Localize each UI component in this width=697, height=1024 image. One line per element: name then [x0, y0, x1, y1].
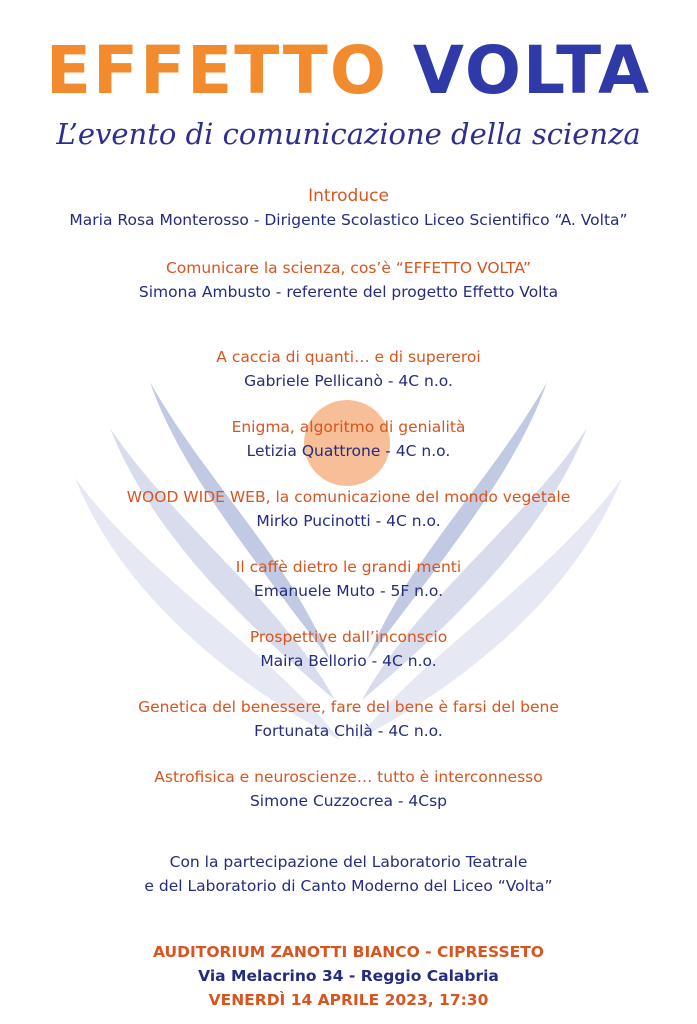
participation-line-1: Con la partecipazione del Laboratorio Teatrale — [169, 853, 528, 871]
venue-name: AUDITORIUM ZANOTTI BIANCO - CIPRESSETO — [153, 943, 544, 961]
event-logo — [0, 32, 697, 109]
talk-title: Il caffè dietro le grandi menti — [235, 558, 462, 576]
venue-address: Via Melacrino 34 - Reggio Calabria — [198, 967, 499, 985]
talk-speaker: Fortunata Chilà - 4C n.o. — [254, 722, 443, 740]
talk-title: A caccia di quanti… e di supereroi — [216, 348, 481, 366]
talk-title: Prospettive dall’inconscio — [249, 628, 448, 646]
talk-title: Astrofisica e neuroscienze… tutto è interconnesso — [154, 768, 543, 786]
talk-speaker: Simone Cuzzocrea - 4Csp — [249, 792, 448, 810]
project-speaker: Simona Ambusto - referente del progetto Effetto Volta — [138, 283, 559, 301]
talk-speaker: Maira Bellorio - 4C n.o. — [260, 652, 437, 670]
talk-title: Enigma, algoritmo di genialità — [231, 418, 466, 436]
event-datetime: VENERDÌ 14 APRILE 2023, 17:30 — [208, 991, 489, 1009]
logo-word-volta: VOLTA — [412, 32, 652, 109]
tagline: L’evento di comunicazione della scienza — [56, 117, 641, 151]
talk-speaker: Mirko Pucinotti - 4C n.o. — [256, 512, 441, 530]
talk-title: WOOD WIDE WEB, la comunicazione del mondo vegetale — [126, 488, 571, 506]
logo-word-effetto: EFFETTO — [45, 32, 388, 109]
project-heading: Comunicare la scienza, cos’è “EFFETTO VOLTA” — [165, 259, 532, 277]
talk-speaker: Emanuele Muto - 5F n.o. — [253, 582, 444, 600]
talk-speaker: Gabriele Pellicanò - 4C n.o. — [244, 372, 453, 390]
intro-heading: Introduce — [308, 186, 389, 206]
intro-speaker: Maria Rosa Monterosso - Dirigente Scolastico Liceo Scientifico “A. Volta” — [69, 211, 628, 229]
talk-speaker: Letizia Quattrone - 4C n.o. — [246, 442, 451, 460]
talk-title: Genetica del benessere, fare del bene è farsi del bene — [138, 698, 559, 716]
participation-line-2: e del Laboratorio di Canto Moderno del Liceo “Volta” — [144, 877, 553, 895]
